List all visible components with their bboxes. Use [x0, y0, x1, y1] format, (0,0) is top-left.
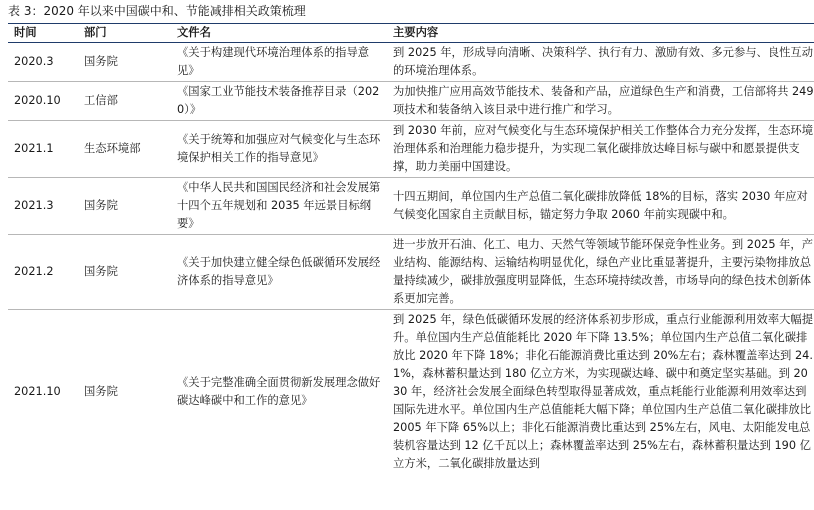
- cell-department: 工信部: [78, 82, 171, 121]
- table-row: [8, 310, 814, 475]
- cell-time: 2021.10: [14, 385, 61, 398]
- cell-department: 国务院: [78, 43, 171, 82]
- cell-content: 到 2025 年，绿色低碳循环发展的经济体系初步形成，重点行业能源利用效率大幅提升。单位国内生产总值能耗比 2020 年下降 13.5%；单位国内生产总值二氧化碳排放比 2020 年下降 18%；非化石能源消费比重达到 20%左右；森林覆盖率达到 24.1%，森林蓄积量达到 180 亿立方米，为实现碳达峰、碳中和奠定坚实基础。到 2030 年，经济社会发展全面绿色转型取得显著成效，重点耗能行业能源利用效率达到国际先进水平。单位国内生产总值能耗大幅下降；单位国内生产总值二氧化碳排放比 2005 年下降 65%以上；非化石能源消费比重达到 25%左右，风电、太阳能发电总装机容量达到 12 亿千瓦以上；森林覆盖率达到 25%左右，森林蓄积量达到 190 亿立方米，二氧化碳排放量达到: [393, 313, 814, 470]
- table-header-row: [8, 24, 814, 43]
- cell-time: 2021.2: [8, 235, 78, 310]
- table-row: [8, 43, 814, 82]
- policy-table: [8, 23, 814, 474]
- table-caption: 表 3：2020 年以来中国碳中和、节能减排相关政策梳理: [8, 4, 306, 18]
- header-time: 时间: [8, 24, 78, 43]
- header-main-content: 主要内容: [387, 24, 814, 43]
- cell-content: 为加快推广应用高效节能技术、装备和产品，应道绿色生产和消费，工信部将共 249 项技术和装备纳入该目录中进行推广和学习。: [387, 82, 814, 121]
- cell-department: 国务院: [78, 235, 171, 310]
- cell-file-name: 《关于构建现代环境治理体系的指导意见》: [171, 43, 387, 82]
- cell-time: 2020.10: [8, 82, 78, 121]
- cell-file-name: 《关于统筹和加强应对气候变化与生态环境保护相关工作的指导意见》: [171, 121, 387, 178]
- cell-content: 到 2025 年，形成导向清晰、决策科学、执行有力、激励有效、多元参与、良性互动的环境治理体系。: [387, 43, 814, 82]
- header-department: 部门: [78, 24, 171, 43]
- cell-time: 2021.3: [8, 178, 78, 235]
- cell-time: 2020.3: [8, 43, 78, 82]
- table-row: [8, 235, 814, 310]
- cell-department: 生态环境部: [78, 121, 171, 178]
- header-file-name: 文件名: [171, 24, 387, 43]
- cell-time: 2021.1: [8, 121, 78, 178]
- cell-file-name: 《关于加快建立健全绿色低碳循环发展经济体系的指导意见》: [171, 235, 387, 310]
- table-row: [8, 178, 814, 235]
- cell-file-name: 《中华人民共和国国民经济和社会发展第十四个五年规划和 2035 年远景目标纲要》: [171, 178, 387, 235]
- cell-department: 国务院: [84, 385, 118, 398]
- cell-department: 国务院: [78, 178, 171, 235]
- table-row: [8, 121, 814, 178]
- cell-file-name: 《国家工业节能技术装备推荐目录（2020）》: [171, 82, 387, 121]
- cell-file-name: 《关于完整准确全面贯彻新发展理念做好碳达峰碳中和工作的意见》: [177, 376, 381, 407]
- cell-content: 十四五期间，单位国内生产总值二氧化碳排放降低 18%的目标，落实 2030 年应对气候变化国家自主贡献目标，锚定努力争取 2060 年前实现碳中和。: [387, 178, 814, 235]
- cell-content: 到 2030 年前，应对气候变化与生态环境保护相关工作整体合力充分发挥，生态环境治理体系和治理能力稳步提升，为实现二氧化碳排放达峰目标与碳中和愿景提供支撑，助力美丽中国建设。: [387, 121, 814, 178]
- cell-content: 进一步放开石油、化工、电力、天然气等领域节能环保竞争性业务。到 2025 年，产业结构、能源结构、运输结构明显优化，绿色产业比重显著提升，主要污染物排放总量持续减少，碳排放强度明显降低，生态环境持续改善，市场导向的绿色技术创新体系更加完善。: [387, 235, 814, 310]
- table-row: [8, 82, 814, 121]
